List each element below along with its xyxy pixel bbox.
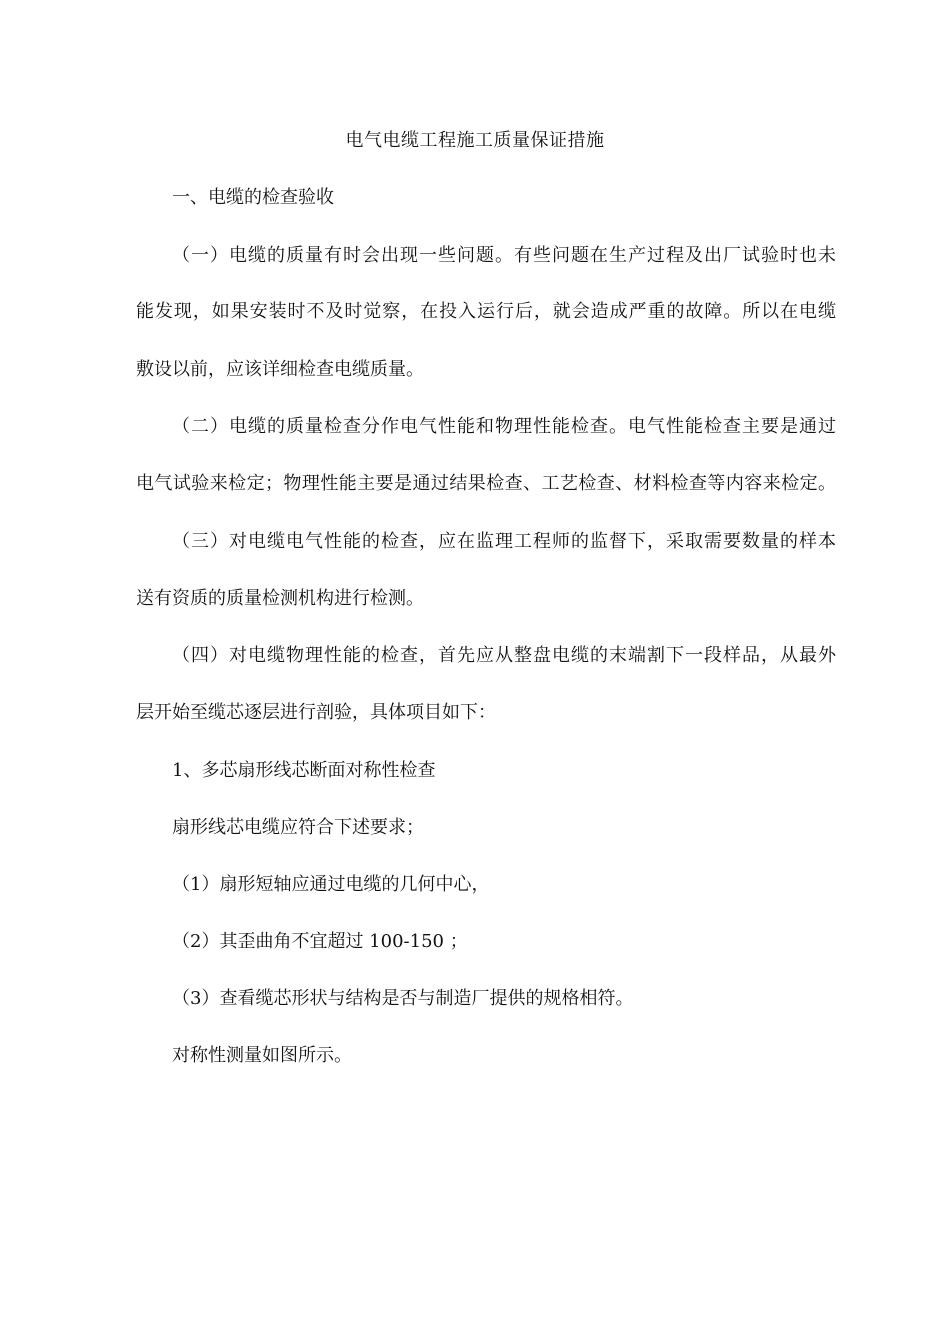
paragraph-1-line-1: （一）电缆的质量有时会出现一些问题。有些问题在生产过程及出厂试验时也未 [172, 245, 836, 266]
paragraph-3-line-1: （三）对电缆电气性能的检查，应在监理工程师的监督下，采取需要数量的样本 [172, 531, 836, 552]
paragraph-1-line-2: 能发现，如果安装时不及时觉察，在投入运行后，就会造成严重的故障。所以在电缆 [136, 301, 836, 322]
paragraph-4-line-1: （四）对电缆物理性能的检查，首先应从整盘电缆的末端割下一段样品，从最外 [172, 645, 836, 666]
paragraph-2-line-2: 电气试验来检定；物理性能主要是通过结果检查、工艺检查、材料检查等内容来检定。 [136, 473, 836, 494]
paragraph-2-line-1: （二）电缆的质量检查分作电气性能和物理性能检查。电气性能检查主要是通过 [172, 416, 836, 437]
paragraph-1-line-3: 敷设以前，应该详细检查电缆质量。 [136, 359, 424, 380]
item-1-intro: 扇形线芯电缆应符合下述要求； [172, 817, 424, 838]
closing-text: 对称性测量如图所示。 [172, 1045, 352, 1066]
item-1-heading: 1、多芯扇形线芯断面对称性检查 [172, 760, 436, 781]
paragraph-4-line-2: 层开始至缆芯逐层进行剖验，具体项目如下： [136, 702, 496, 723]
document-title: 电气电缆工程施工质量保证措施 [345, 130, 605, 151]
section-heading: 一、电缆的检查验收 [172, 187, 334, 208]
paragraph-3-line-2: 送有资质的质量检测机构进行检测。 [136, 588, 424, 609]
requirement-3: （3）查看缆芯形状与结构是否与制造厂提供的规格相符。 [172, 988, 634, 1009]
requirement-1: （1）扇形短轴应通过电缆的几何中心， [172, 874, 490, 895]
requirement-2: （2）其歪曲角不宜超过 100-150 ； [172, 931, 468, 952]
